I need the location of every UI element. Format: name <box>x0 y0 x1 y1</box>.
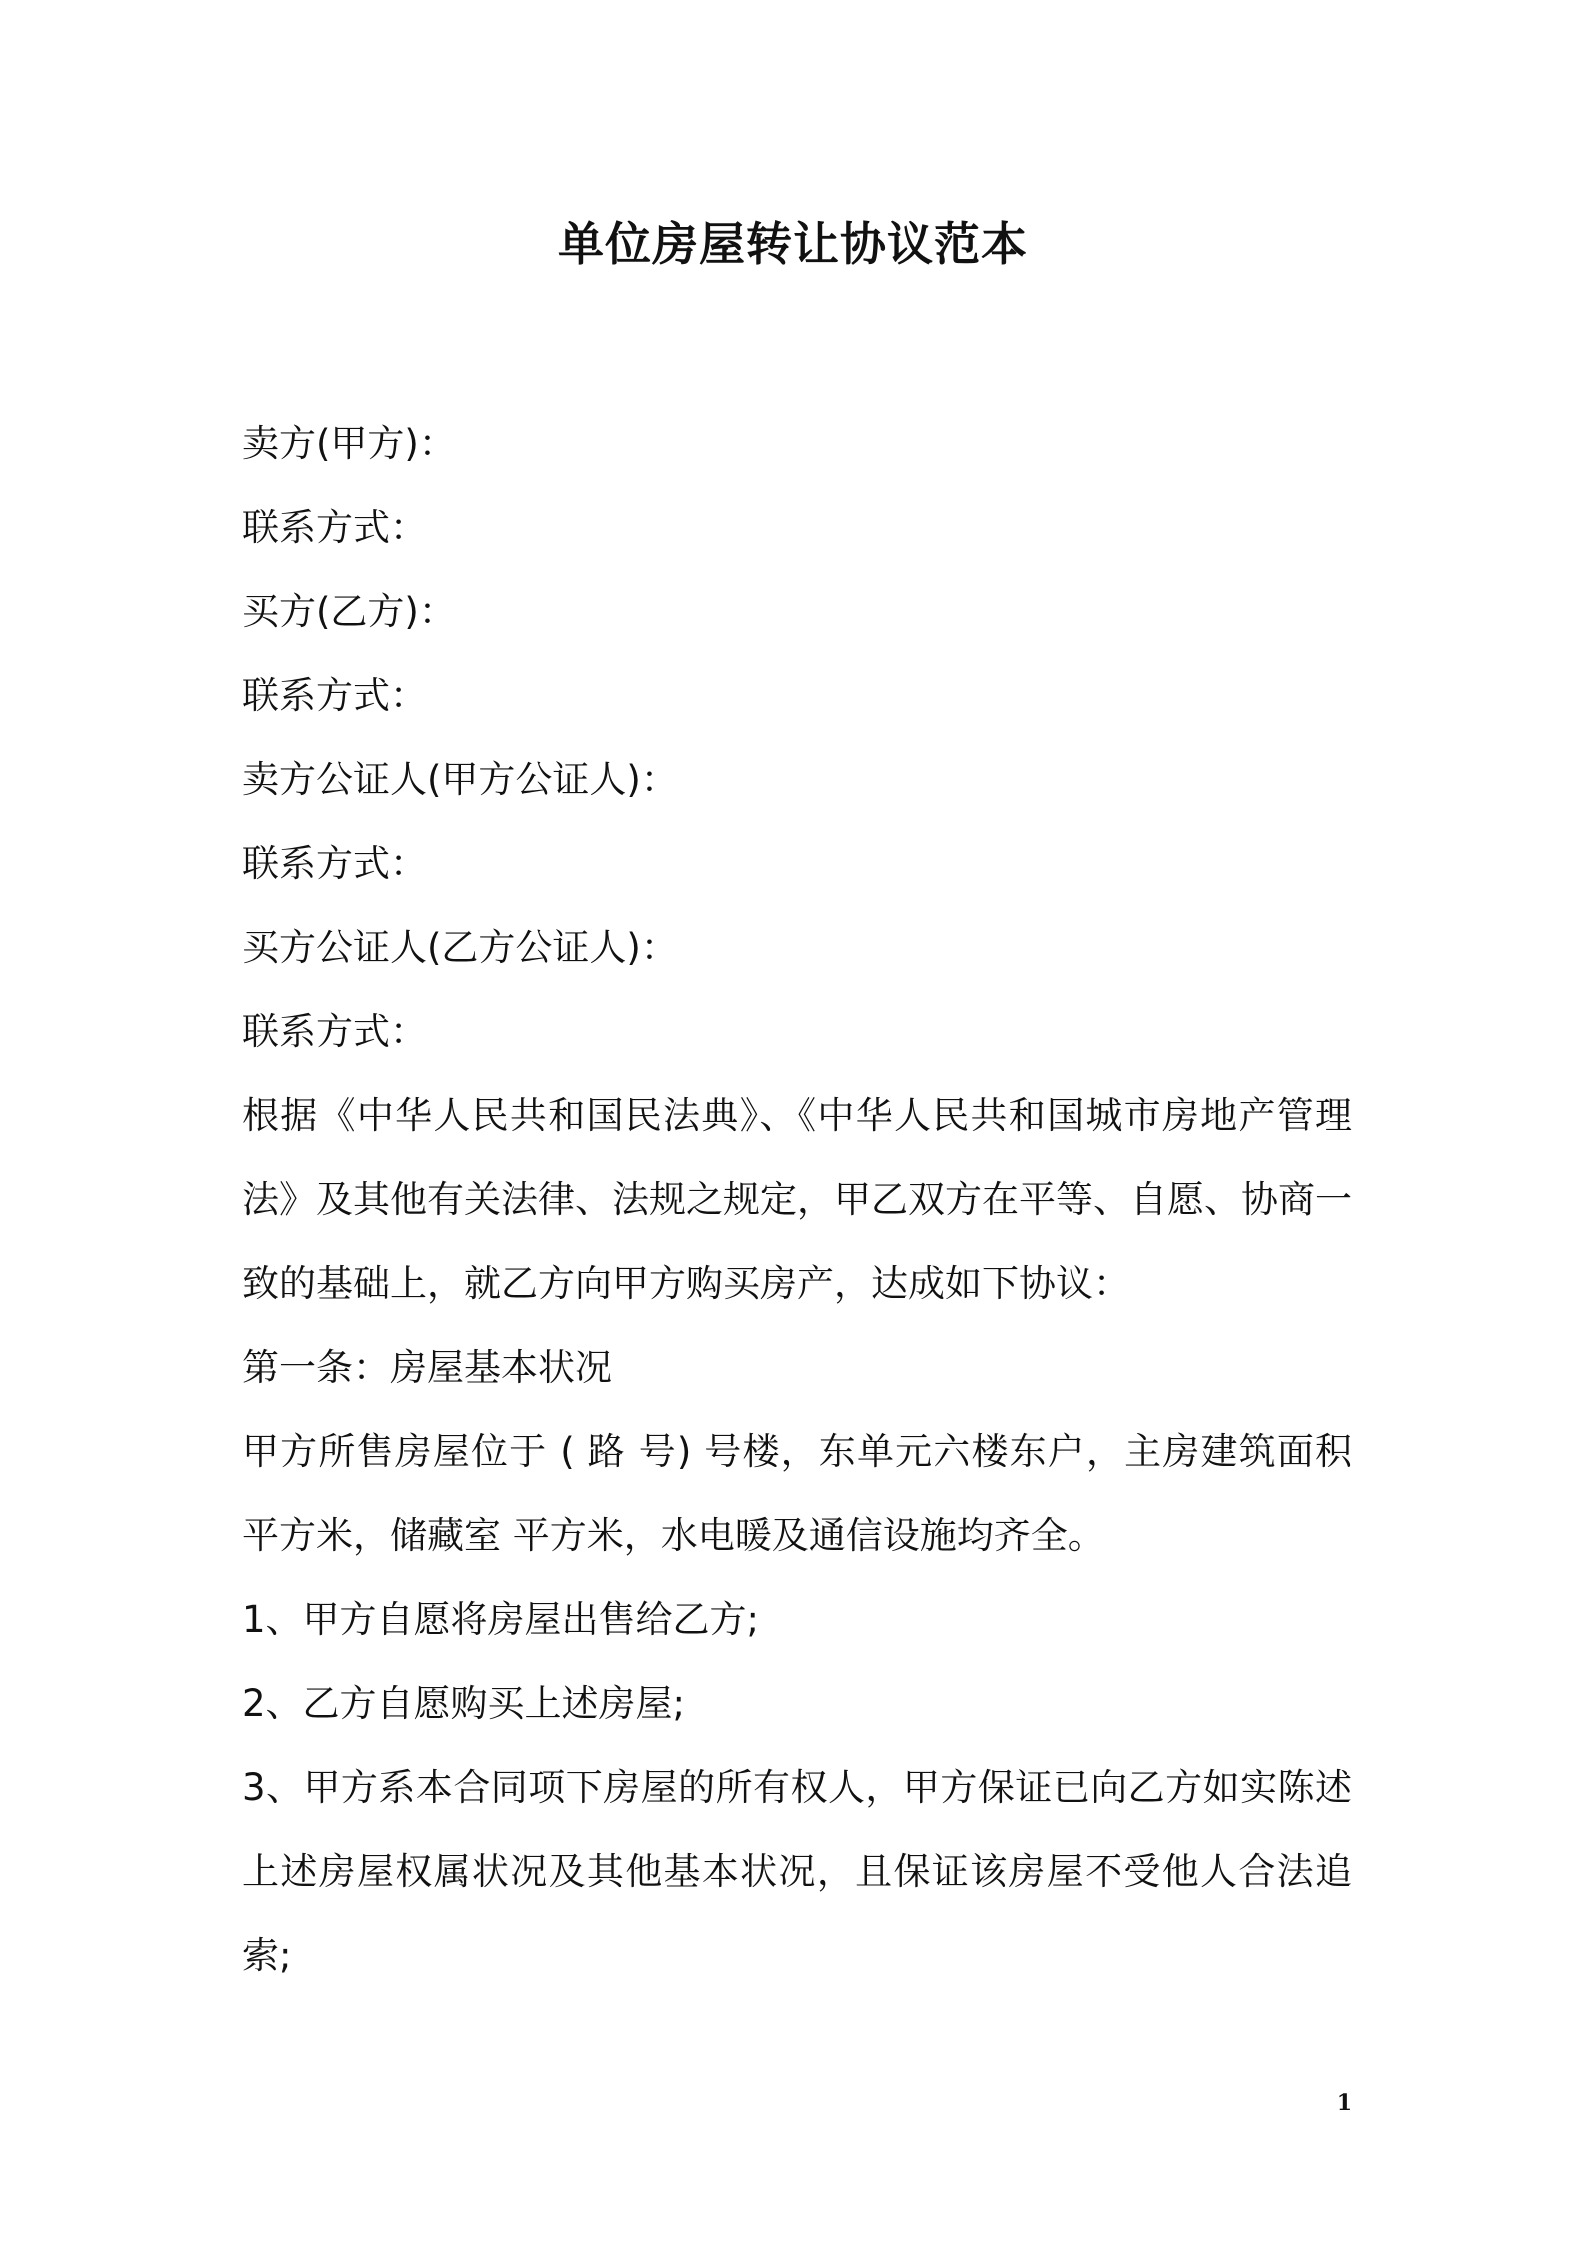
property-description-paragraph: 甲方所售房屋位于 ( 路 号) 号楼，东单元六楼东户，主房建筑面积 平方米，储藏室 平方米，水电暖及通信设施均齐全。 <box>242 1430 1352 1557</box>
document-title: 单位房屋转让协议范本 <box>558 217 1028 271</box>
page-number: 1 <box>1336 2090 1352 2116</box>
buyer-notary-contact-line: 联系方式： <box>242 1010 427 1053</box>
buyer-notary-line: 买方公证人(乙方公证人)： <box>242 926 678 969</box>
buyer-line: 买方(乙方)： <box>242 590 456 633</box>
buyer-contact-line: 联系方式： <box>242 674 427 717</box>
seller-notary-contact-line: 联系方式： <box>242 842 427 885</box>
seller-contact-line: 联系方式： <box>242 506 427 549</box>
clause-1: 1、甲方自愿将房屋出售给乙方; <box>242 1598 760 1641</box>
clause-3: 3、甲方系本合同项下房屋的所有权人，甲方保证已向乙方如实陈述上述房屋权属状况及其他基本状况，且保证该房屋不受他人合法追索; <box>242 1766 1352 1977</box>
seller-notary-line: 卖方公证人(甲方公证人)： <box>242 758 678 801</box>
document-body <box>242 402 1352 1998</box>
article-one-heading: 第一条：房屋基本状况 <box>242 1346 612 1389</box>
legal-basis-paragraph: 根据《中华人民共和国民法典》、《中华人民共和国城市房地产管理法》及其他有关法律、法规之规定，甲乙双方在平等、自愿、协商一致的基础上，就乙方向甲方购买房产，达成如下协议： <box>242 1094 1352 1305</box>
clause-2: 2、乙方自愿购买上述房屋; <box>242 1682 686 1725</box>
seller-line: 卖方(甲方)： <box>242 422 456 465</box>
